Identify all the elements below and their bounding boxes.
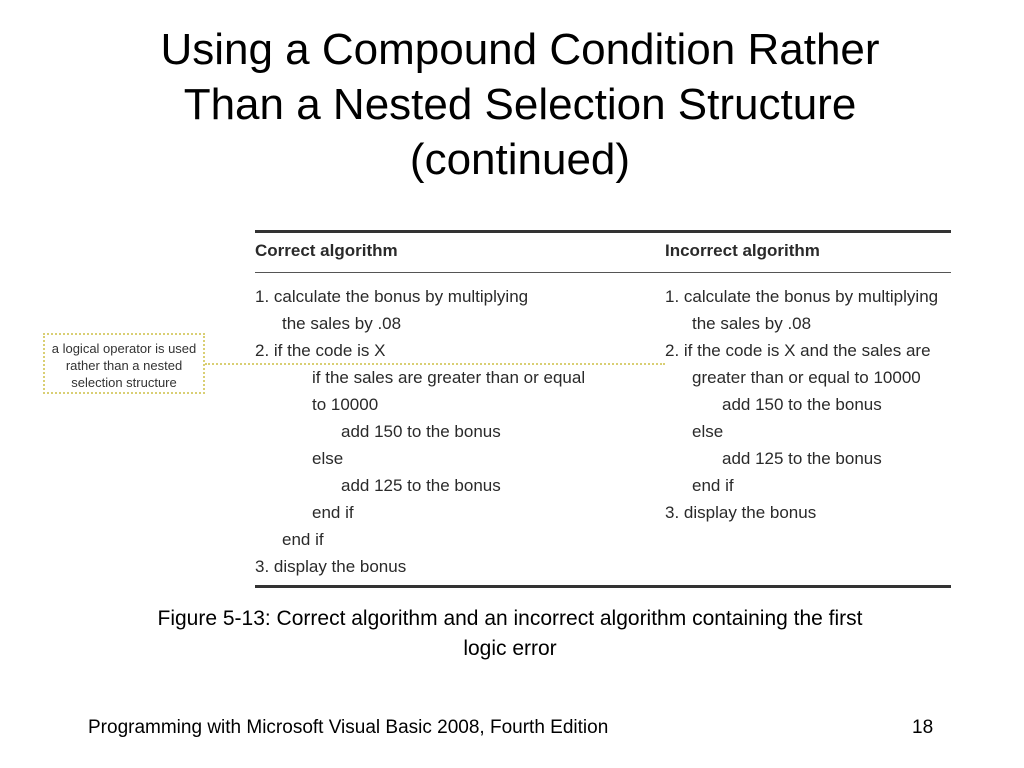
callout-box xyxy=(43,333,205,394)
title-line-2: Than a Nested Selection Structure xyxy=(183,80,857,129)
figure-bottom-rule xyxy=(255,585,951,588)
footer-text: Programming with Microsoft Visual Basic 2008, Fourth Edition xyxy=(88,717,609,738)
caption-line-2: logic error xyxy=(463,637,557,660)
incorrect-step-1-cont: the sales by .08 xyxy=(692,314,812,333)
correct-nested-if-cont: to 10000 xyxy=(312,395,379,414)
correct-outer-end-if: end if xyxy=(282,530,324,549)
correct-add-125: add 125 to the bonus xyxy=(341,476,501,495)
algorithm-figure xyxy=(255,230,951,588)
callout-line-2: rather than a nested xyxy=(65,358,183,373)
figure-caption xyxy=(60,604,960,664)
correct-algorithm-heading: Correct algorithm xyxy=(255,241,398,260)
title-line-3: (continued) xyxy=(409,135,631,184)
title-line-1: Using a Compound Condition Rather xyxy=(160,25,880,74)
incorrect-step-3: 3. display the bonus xyxy=(665,503,817,522)
correct-step-3: 3. display the bonus xyxy=(255,557,407,576)
incorrect-algorithm-heading: Incorrect algorithm xyxy=(665,241,820,260)
incorrect-step-1: 1. calculate the bonus by multiplying xyxy=(665,287,939,306)
correct-step-2: 2. if the code is X xyxy=(255,341,386,360)
correct-nested-if: if the sales are greater than or equal xyxy=(312,368,586,387)
slide-title xyxy=(60,22,980,187)
incorrect-step-2-cont: greater than or equal to 10000 xyxy=(692,368,921,387)
correct-inner-end-if: end if xyxy=(312,503,354,522)
incorrect-add-125: add 125 to the bonus xyxy=(722,449,882,468)
incorrect-add-150: add 150 to the bonus xyxy=(722,395,882,414)
incorrect-step-2: 2. if the code is X and the sales are xyxy=(665,341,931,360)
correct-step-1: 1. calculate the bonus by multiplying xyxy=(255,287,529,306)
incorrect-else: else xyxy=(692,422,724,441)
correct-step-1-cont: the sales by .08 xyxy=(282,314,402,333)
correct-else: else xyxy=(312,449,344,468)
page-number: 18 xyxy=(912,717,934,738)
caption-line-1: Figure 5-13: Correct algorithm and an incorrect algorithm containing the first xyxy=(157,607,863,630)
correct-add-150: add 150 to the bonus xyxy=(341,422,501,441)
callout-line-1: a logical operator is used xyxy=(51,341,197,356)
figure-header-rule xyxy=(255,272,951,273)
incorrect-end-if: end if xyxy=(692,476,734,495)
figure-top-rule xyxy=(255,230,951,233)
callout-line-3: selection structure xyxy=(71,375,177,390)
